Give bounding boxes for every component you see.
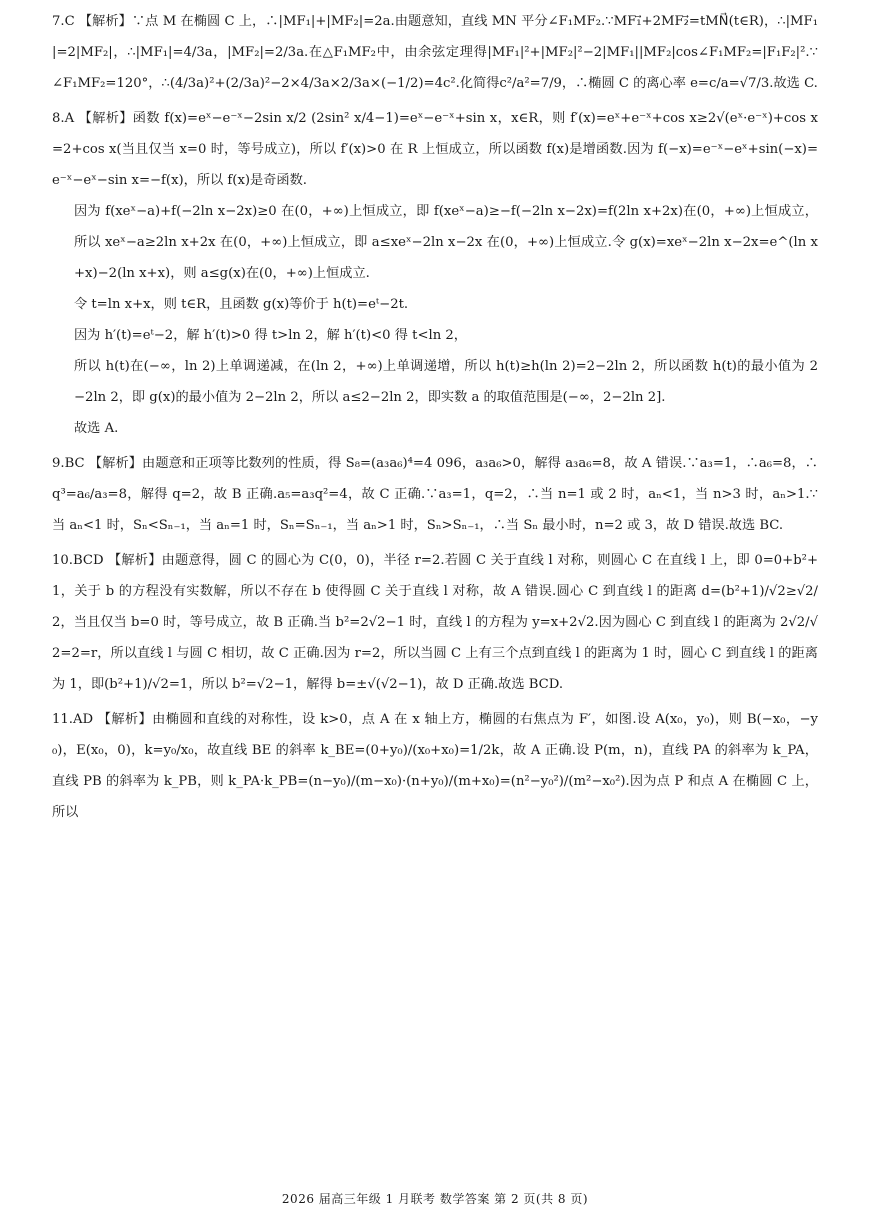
- solution-8-step: 所以 h(t)在(−∞，ln 2)上单调递减，在(ln 2，+∞)上单调递增，所以 h(t)≥h(ln 2)=2−2ln 2，所以函数 h(t)的最小值为 2−2ln 2，即 g(x)的最小值为 2−2ln 2，所以 a≤2−2ln 2，即实数 a 的取值范围是(−∞，2−2ln 2].: [74, 359, 818, 405]
- solution-8-conclusion: 故选 A.: [74, 421, 119, 436]
- solution-8-step: 因为 h′(t)=eᵗ−2，解 h′(t)>0 得 t>ln 2，解 h′(t)<0 得 t<ln 2，: [74, 328, 467, 343]
- document-body: [52, 6, 818, 828]
- solution-10: 10.BCD 【解析】由题意得，圆 C 的圆心为 C(0，0)，半径 r=2.若圆 C 关于直线 l 对称，则圆心 C 在直线 l 上，即 0=0+b²+1，关于 b 的方程没有实数解，所以不存在 b 使得圆 C 关于直线 l 对称，故 A 错误.圆心 C 到直线 l 的距离 d=(b²+1)/√2≥√2/2，当且仅当 b=0 时，等号成立，故 B 正确.当 b²=2√2−1 时，直线 l 的方程为 y=x+2√2.因为圆心 C 到直线 l 的距离为 2√2/√2=2=r，所以直线 l 与圆 C 相切，故 C 正确.因为 r=2，所以当圆 C 上有三个点到直线 l 的距离为 1 时，圆心 C 到直线 l 的距离为 1，即(b²+1)/√2=1，所以 b²=√2−1，解得 b=±√(√2−1)，故 D 正确.故选 BCD.: [52, 553, 818, 692]
- solution-8-step: 令 t=ln x+x，则 t∈R，且函数 g(x)等价于 h(t)=eᵗ−2t.: [74, 297, 409, 312]
- solution-11: 11.AD 【解析】由椭圆和直线的对称性，设 k>0，点 A 在 x 轴上方，椭圆的右焦点为 F′，如图.设 A(x₀，y₀)，则 B(−x₀，−y₀)，E(x₀，0)，k=y₀/x₀，故直线 BE 的斜率 k_BE=(0+y₀)/(x₀+x₀)=1/2k，故 A 正确.设 P(m，n)，直线 PA 的斜率为 k_PA，直线 PB 的斜率为 k_PB，则 k_PA·k_PB=(n−y₀)/(m−x₀)·(n+y₀)/(m+x₀)=(n²−y₀²)/(m²−x₀²).因为点 P 和点 A 在椭圆 C 上，所以: [52, 712, 818, 820]
- solution-8-step: 因为 f(xeˣ−a)+f(−2ln x−2x)≥0 在(0，+∞)上恒成立，即 f(xeˣ−a)≥−f(−2ln x−2x)=f(2ln x+2x)在(0，+∞)上恒成立，所以 xeˣ−a≥2ln x+2x 在(0，+∞)上恒成立，即 a≤xeˣ−2ln x−2x 在(0，+∞)上恒成立.令 g(x)=xeˣ−2ln x−2x=e^(ln x+x)−2(ln x+x)，则 a≤g(x)在(0，+∞)上恒成立.: [74, 204, 818, 281]
- solution-8: 8.A 【解析】函数 f(x)=eˣ−e⁻ˣ−2sin x/2 (2sin² x/4−1)=eˣ−e⁻ˣ+sin x，x∈R，则 f′(x)=eˣ+e⁻ˣ+cos x≥2√(eˣ·e⁻ˣ)+cos x=2+cos x(当且仅当 x=0 时，等号成立)，所以 f′(x)>0 在 R 上恒成立，所以函数 f(x)是增函数.因为 f(−x)=e⁻ˣ−eˣ+sin(−x)=e⁻ˣ−eˣ−sin x=−f(x)，所以 f(x)是奇函数.: [52, 111, 818, 188]
- solution-7: 7.C 【解析】∵点 M 在椭圆 C 上，∴|MF₁|+|MF₂|=2a.由题意知，直线 MN 平分∠F₁MF₂.∵MF₁⃗+2MF₂⃗=tMN⃗(t∈R)，∴|MF₁|=2|MF₂|，∴|MF₁|=4/3a，|MF₂|=2/3a.在△F₁MF₂中，由余弦定理得|MF₁|²+|MF₂|²−2|MF₁||MF₂|cos∠F₁MF₂=|F₁F₂|².∵∠F₁MF₂=120°，∴(4/3a)²+(2/3a)²−2×4/3a×2/3a×(−1/2)=4c².化简得c²/a²=7/9，∴椭圆 C 的离心率 e=c/a=√7/3.故选 C.: [52, 14, 818, 91]
- page-footer: 2026 届高三年级 1 月联考 数学答案 第 2 页(共 8 页): [281, 1192, 589, 1206]
- solution-9: 9.BC 【解析】由题意和正项等比数列的性质，得 S₈=(a₃a₆)⁴=4 096，a₃a₆>0，解得 a₃a₆=8，故 A 错误.∵a₃=1，∴a₆=8，∴q³=a₆/a₃=8，解得 q=2，故 B 正确.a₅=a₃q²=4，故 C 正确.∵a₃=1，q=2，∴当 n=1 或 2 时，aₙ<1，当 n>3 时，aₙ>1.∵当 aₙ<1 时，Sₙ<Sₙ₋₁，当 aₙ=1 时，Sₙ=Sₙ₋₁，当 aₙ>1 时，Sₙ>Sₙ₋₁，∴当 Sₙ 最小时，n=2 或 3，故 D 错误.故选 BC.: [52, 456, 818, 533]
